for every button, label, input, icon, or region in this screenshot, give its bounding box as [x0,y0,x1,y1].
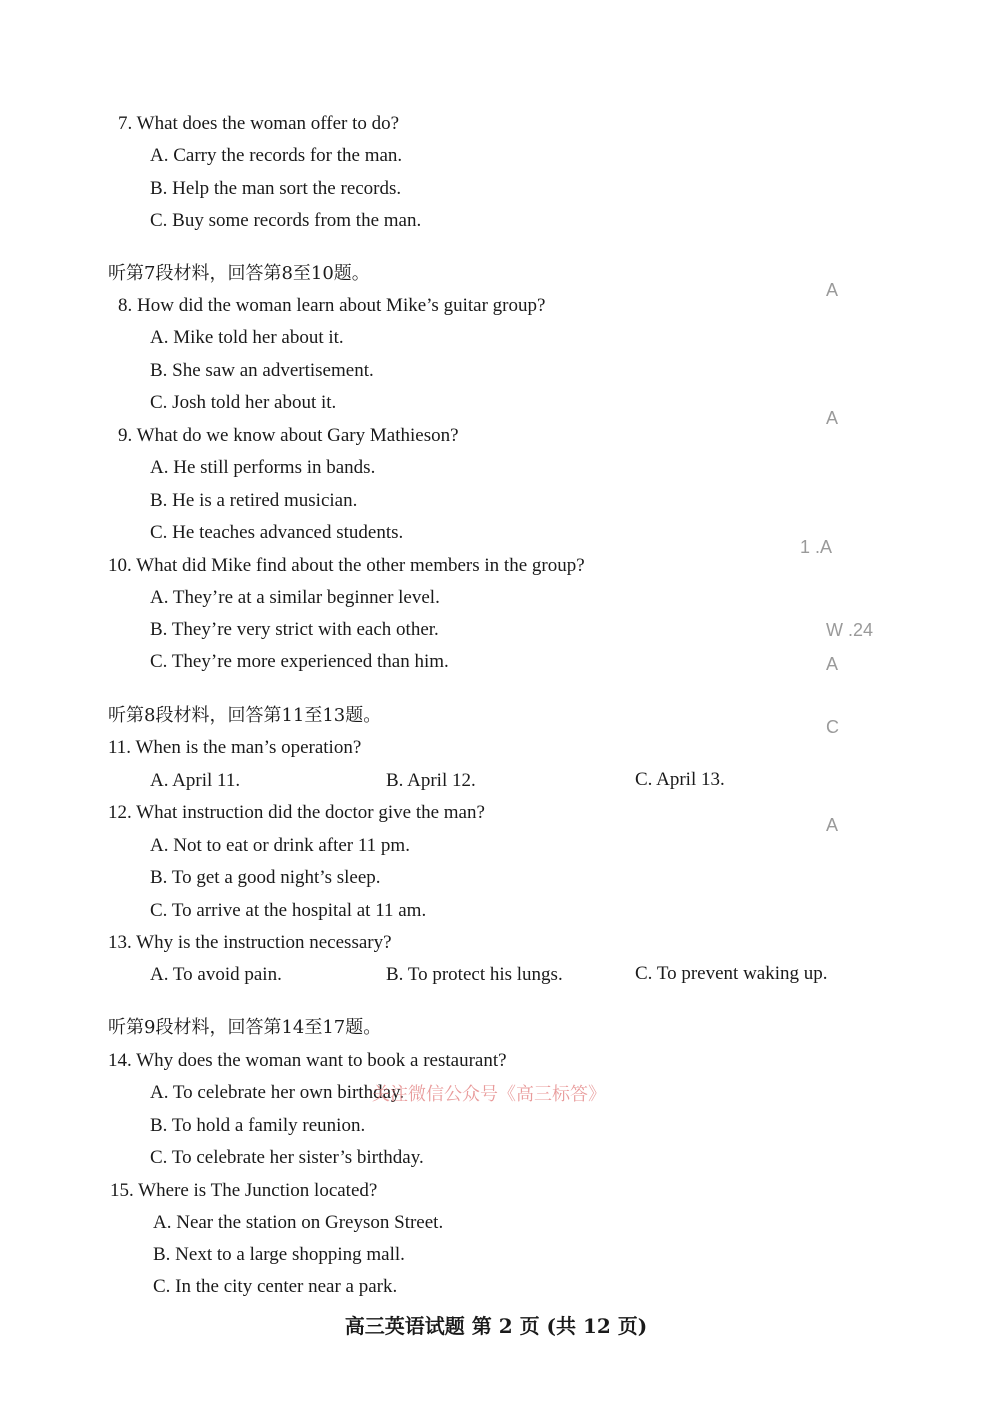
q7-stem: 7. What does the woman offer to do? [118,113,400,134]
q9-stem: 9. What do we know about Gary Mathieson? [118,425,459,446]
q14-stem: 14. Why does the woman want to book a restaurant? [108,1050,507,1071]
q14-option-a: A. To celebrate her own birthday. [150,1082,405,1103]
q10-option-c: C. They’re more experienced than him. [150,651,449,672]
q10-option-b: B. They’re very strict with each other. [150,619,439,640]
q12-option-a: A. Not to eat or drink after 11 pm. [150,835,410,856]
q9-option-c: C. He teaches advanced students. [150,522,404,543]
margin-mark: A [826,654,839,674]
margin-mark: A [826,408,839,428]
section-9-instruction: 听第9段材料，回答第14至17题。 [108,1017,382,1038]
q13-stem: 13. Why is the instruction necessary? [108,932,392,953]
q11-option-b: B. April 12. [386,770,476,791]
margin-mark: C [826,717,839,737]
q12-option-c: C. To arrive at the hospital at 11 am. [150,900,427,921]
q10-option-a: A. They’re at a similar beginner level. [150,587,440,608]
margin-mark: A [826,280,839,300]
margin-mark: W .24 [826,620,874,640]
q11-option-c: C. April 13. [635,769,725,790]
q11-option-a: A. April 11. [150,770,241,791]
section-7-instruction: 听第7段材料，回答第8至10题。 [108,263,370,284]
q12-stem: 12. What instruction did the doctor give the man? [108,802,485,823]
q14-option-c: C. To celebrate her sister’s birthday. [150,1147,424,1168]
q13-option-c: C. To prevent waking up. [635,963,828,984]
q7-option-c: C. Buy some records from the man. [150,210,422,231]
q12-option-b: B. To get a good night’s sleep. [150,867,381,888]
q11-stem: 11. When is the man’s operation? [108,737,362,758]
q13-option-a: A. To avoid pain. [150,964,282,985]
q13-option-b: B. To protect his lungs. [386,964,563,985]
q8-option-a: A. Mike told her about it. [150,327,344,348]
q15-option-b: B. Next to a large shopping mall. [153,1244,405,1265]
q7-option-a: A. Carry the records for the man. [150,145,403,166]
q8-stem: 8. How did the woman learn about Mike’s guitar group? [118,295,546,316]
section-8-instruction: 听第8段材料，回答第11至13题。 [108,705,382,726]
margin-mark: 1 .A [800,537,833,557]
q15-option-c: C. In the city center near a park. [153,1276,398,1297]
margin-mark: A [826,815,839,835]
q8-option-b: B. She saw an advertisement. [150,360,374,381]
q7-option-b: B. Help the man sort the records. [150,178,402,199]
q10-stem: 10. What did Mike find about the other members in the group? [108,555,585,576]
q9-option-b: B. He is a retired musician. [150,490,358,511]
q14-option-b: B. To hold a family reunion. [150,1115,366,1136]
page-footer: 高三英语试题 第 2 页 (共 12 页) [344,1314,648,1338]
q15-option-a: A. Near the station on Greyson Street. [153,1212,444,1233]
q9-option-a: A. He still performs in bands. [150,457,376,478]
q15-stem: 15. Where is The Junction located? [110,1180,378,1201]
watermark-text: 关注微信公众号《高三标答》 [372,1084,606,1105]
q8-option-c: C. Josh told her about it. [150,392,337,413]
